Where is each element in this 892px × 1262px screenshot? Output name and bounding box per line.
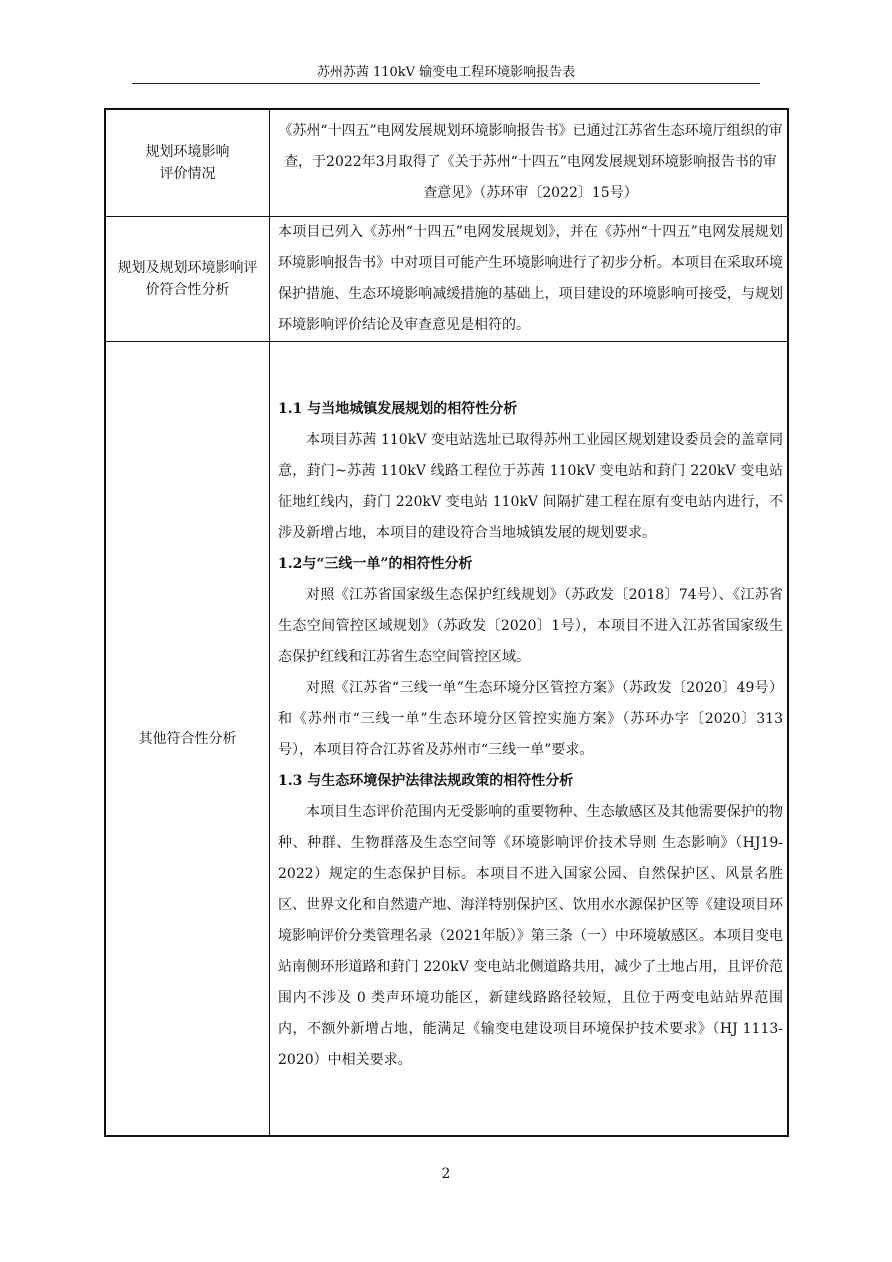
row-content-text: 《苏州“十四五”电网发展规划环境影响报告书》已通过江苏省生态环境厅组织的审查，于2022年3月取得了《关于苏州“十四五”电网发展规划环境影响报告书的审查意见》（苏环审〔2022〕15号） <box>278 123 783 201</box>
header-title: 苏州苏茜 110kV 输变电工程环境影响报告表 <box>316 65 576 80</box>
section-title: 1.2与“三线一单”的相符性分析 <box>278 556 473 572</box>
row-content-cell <box>270 342 787 1135</box>
row-label-line: 价符合性分析 <box>145 282 230 298</box>
row-label-cell <box>106 342 270 1135</box>
row-label-cell <box>106 217 270 341</box>
table-row <box>106 341 787 1135</box>
row-label-line: 评价情况 <box>159 166 216 182</box>
document-header <box>132 64 760 84</box>
section-title: 1.3 与生态环境保护法律法规政策的相符性分析 <box>278 773 574 789</box>
row-label-line: 其他符合性分析 <box>138 730 237 747</box>
row-label-line: 规划及规划环境影响评 <box>117 260 258 276</box>
section-paragraph: 本项目苏茜 110kV 变电站选址已取得苏州工业园区规划建设委员会的盖章同意，葑门~苏茜 110kV 线路工程位于苏茜 110kV 变电站和葑门 220kV 变电站征地红线内，葑门 220kV 变电站 110kV 间隔扩建工程在原有变电站内进行，不涉及新增占地，本项目的建设符合当地城镇发展的规划要求。 <box>278 432 783 541</box>
row-content-text: 本项目已列入《苏州“十四五”电网发展规划》，并在《苏州“十四五”电网发展规划环境影响报告书》中对项目可能产生环境影响进行了初步分析。本项目在采取环境保护措施、生态环境影响减缓措施的基础上，项目建设的环境影响可接受，与规划环境影响评价结论及审查意见是相符的。 <box>278 224 783 333</box>
row-label-line: 规划环境影响 <box>145 144 230 160</box>
section-paragraph: 对照《江苏省“三线一单”生态环境分区管控方案》（苏政发〔2020〕49号）和《苏州市“三线一单”生态环境分区管控实施方案》（苏环办字〔2020〕313号），本项目符合江苏省及苏州市“三线一单”要求。 <box>278 680 783 758</box>
section-paragraph: 本项目生态评价范围内无受影响的重要物种、生态敏感区及其他需要保护的物种、种群、生物群落及生态空间等《环境影响评价技术导则 生态影响》（HJ19-2022）规定的生态保护目标。本项目不进入国家公园、自然保护区、风景名胜区、世界文化和自然遗产地、海洋特别保护区、饮用水水源保护区等《建设项目环境影响评价分类管理名录（2021年版）》第三条（一）中环境敏感区。本项目变电站南侧环形道路和葑门 220kV 变电站北侧道路共用，减少了土地占用，且评价范围内不涉及 0 类声环境功能区，新建线路路径较短，且位于两变电站站界范围内，不额外新增占地，能满足《输变电建设项目环境保护技术要求》（HJ 1113-2020）中相关要求。 <box>278 804 783 1068</box>
section-title: 1.1 与当地城镇发展规划的相符性分析 <box>278 401 518 417</box>
compliance-table <box>104 108 789 1137</box>
table-row <box>106 110 787 216</box>
section-paragraph: 对照《江苏省国家级生态保护红线规划》（苏政发〔2018〕74号）、《江苏省生态空间管控区域规划》（苏政发〔2020〕1号），本项目不进入江苏省国家级生态保护红线和江苏省生态空间管控区域。 <box>278 587 783 665</box>
page-number: 2 <box>441 1166 451 1182</box>
row-label-cell <box>106 110 270 216</box>
table-row <box>106 216 787 341</box>
row-content-cell <box>270 217 787 341</box>
row-content-cell <box>270 110 787 216</box>
